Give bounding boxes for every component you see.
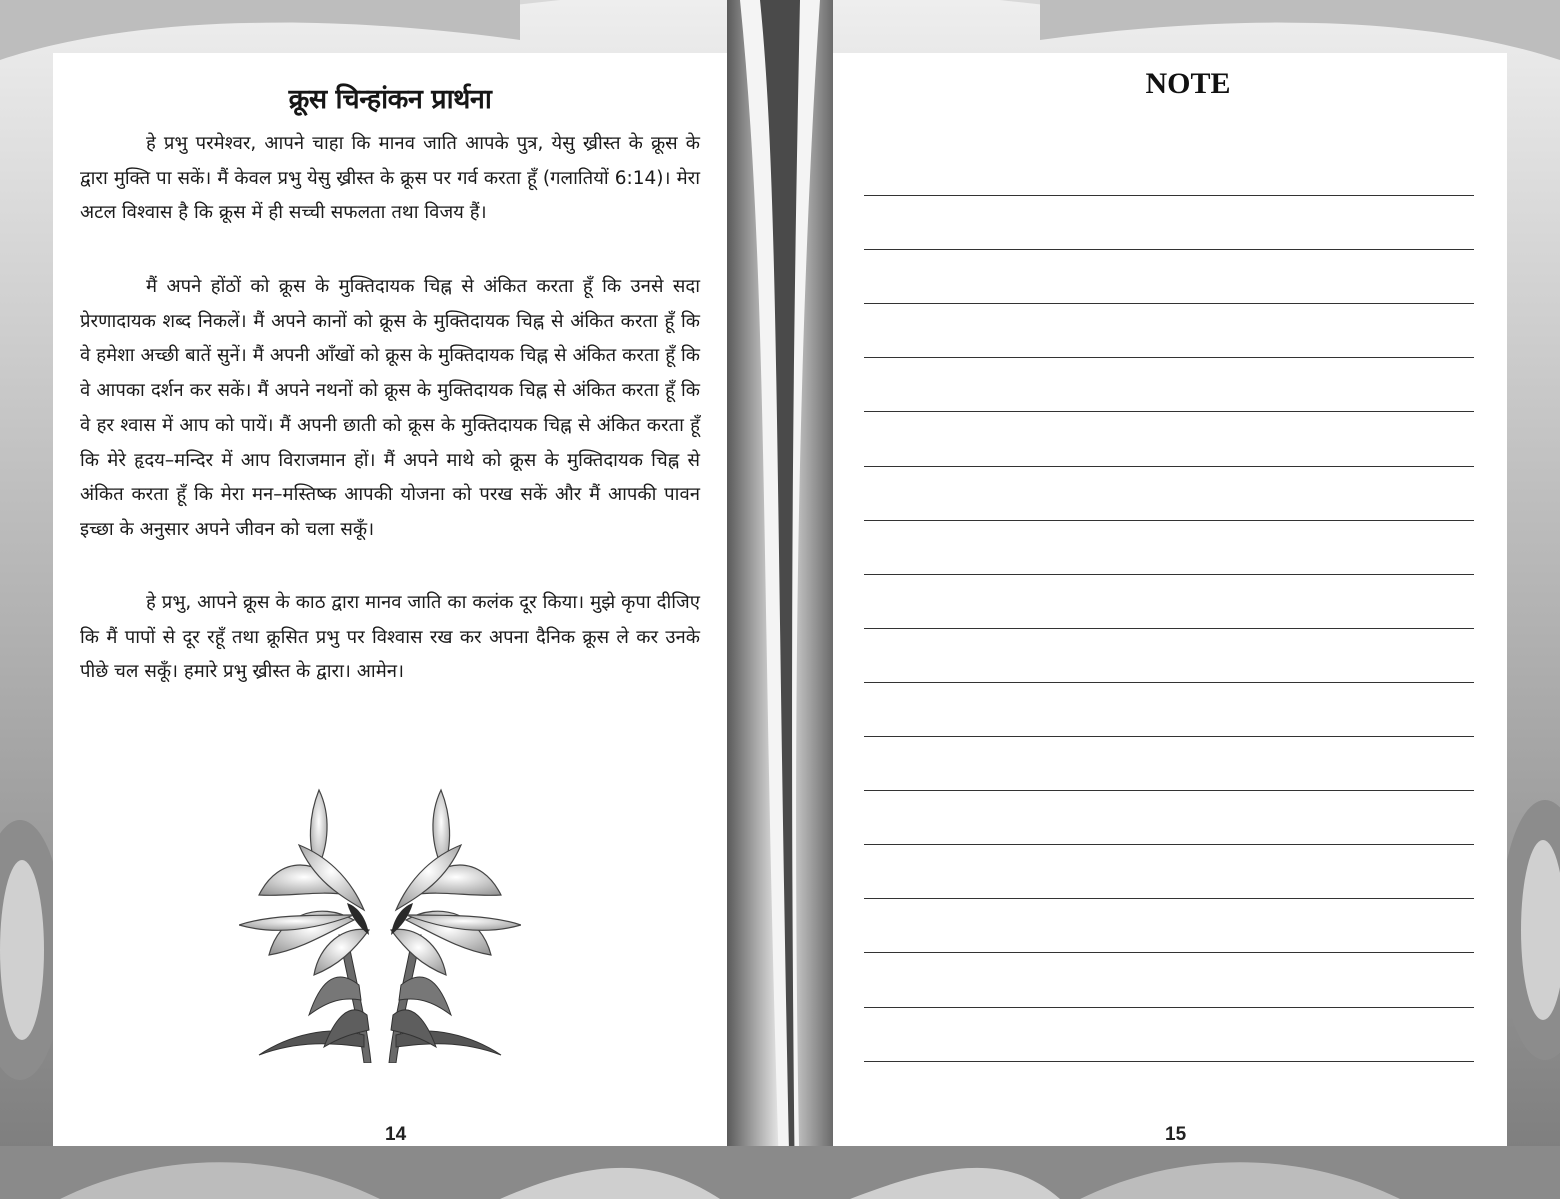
note-writing-line: [864, 357, 1474, 358]
note-writing-line: [864, 790, 1474, 791]
page-number: 15: [1165, 1124, 1187, 1145]
prayer-paragraph-2: मैं अपने होंठों को क्रूस के मुक्तिदायक चिह्न से अंकित करता हूँ कि उनसे सदा प्रेरणादायक शब्द निकलें। मैं अपने कानों को क्रूस के मुक्तिदायक चिह्न से अंकित करता हूँ कि वे हमेशा अच्छी बातें सुनें। मैं अपनी आँखों को क्रूस के मुक्तिदायक चिह्न से अंकित करता हूँ कि वे आपका दर्शन कर सकें। मैं अपने नथनों को क्रूस के मुक्तिदायक चिह्न से अंकित करता हूँ कि वे हर श्वास में आप को पायें। मैं अपनी छाती को क्रूस के मुक्तिदायक चिह्न से अंकित करता हूँ कि मेरे हृदय–मन्दिर में आप विराजमान हों। मैं अपने माथे को क्रूस के मुक्तिदायक चिह्न से अंकित करता हूँ कि मेरा मन–मस्तिष्क आपकी योजना को परख सकें और मैं आपकी पावन इच्छा के अनुसार अपने जीवन को चला सकूँ।: [80, 276, 700, 540]
note-writing-line: [864, 574, 1474, 575]
prayer-paragraph-1: हे प्रभु परमेश्वर, आपने चाहा कि मानव जाति आपके पुत्र, येसु ख्रीस्त के क्रूस के द्वारा मुक्ति पा सकें। मैं केवल प्रभु येसु ख्रीस्त के क्रूस पर गर्व करता हूँ (गलातियों 6:14)। मेरा अटल विश्वास है कि क्रूस में ही सच्ची सफलता तथा विजय हैं।: [80, 133, 700, 224]
note-writing-line: [864, 736, 1474, 737]
note-writing-line: [864, 628, 1474, 629]
note-writing-line: [864, 844, 1474, 845]
note-writing-line: [864, 411, 1474, 412]
note-writing-line: [864, 952, 1474, 953]
note-writing-line: [864, 1007, 1474, 1008]
note-writing-line: [864, 1061, 1474, 1062]
note-writing-line: [864, 303, 1474, 304]
note-writing-line: [864, 466, 1474, 467]
note-writing-line: [864, 520, 1474, 521]
lily-flowers-illustration: [239, 785, 521, 1063]
note-writing-line: [864, 682, 1474, 683]
left-page: [53, 53, 727, 1146]
note-writing-line: [864, 898, 1474, 899]
note-title: NOTE: [1145, 67, 1231, 100]
right-page: [833, 53, 1507, 1146]
page-number: 14: [385, 1124, 407, 1145]
note-writing-line: [864, 195, 1474, 196]
prayer-title: क्रूस चिन्हांकन प्रार्थना: [288, 84, 492, 115]
note-writing-line: [864, 249, 1474, 250]
prayer-paragraph-3: हे प्रभु, आपने क्रूस के काठ द्वारा मानव जाति का कलंक दूर किया। मुझे कृपा दीजिए कि मैं पापों से दूर रहूँ तथा क्रूसित प्रभु पर विश्वास रख कर अपना दैनिक क्रूस ले कर उनके पीछे चल सकूँ। हमारे प्रभु ख्रीस्त के द्वारा। आमेन।: [80, 592, 700, 683]
